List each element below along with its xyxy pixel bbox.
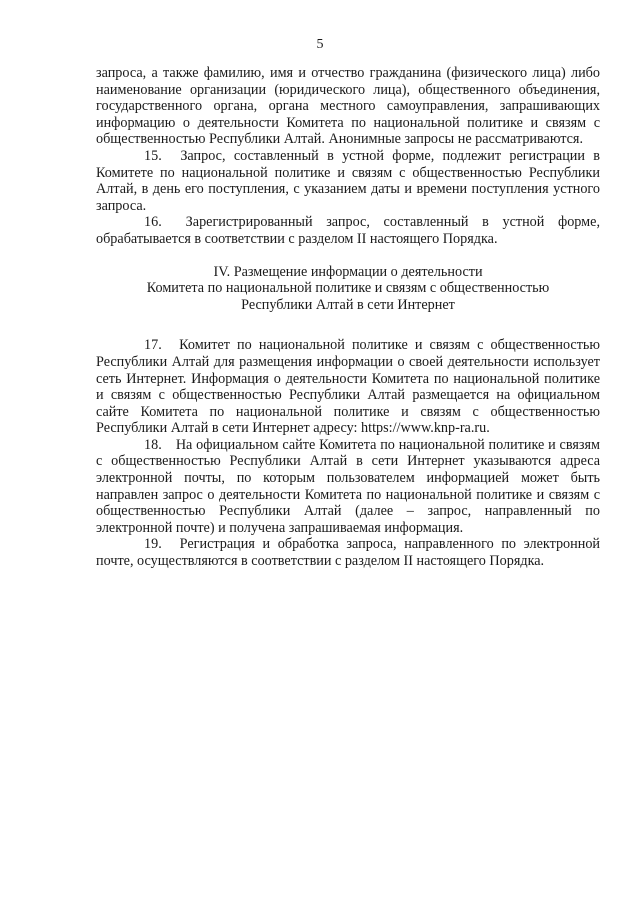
paragraph-number: 15. xyxy=(144,147,162,164)
paragraph-number: 19. xyxy=(144,536,162,553)
section-heading-line-3: Республики Алтай в сети Интернет xyxy=(241,296,455,313)
paragraph-18 xyxy=(96,437,600,537)
section-heading xyxy=(96,264,600,314)
paragraph-15 xyxy=(96,148,600,214)
paragraph-number: 18. xyxy=(144,436,162,453)
paragraph-number: 17. xyxy=(144,337,162,354)
paragraph-text: Комитет по национальной политике и связям с общественностью Республики Алтай для размещения информации о своей деятельности использует сеть Интернет. Информация о деятельности Комитета по национальной политике и связям с общественностью Республики Алтай размещается на официальном сайте Комитета по национальной политике и связям с общественностью Республики Алтай в сети Интернет адресу: https://www.knp-ra.ru. xyxy=(96,337,600,437)
paragraph-text: На официальном сайте Комитета по национальной политике и связям с общественностью Республики Алтай в сети Интернет указываются адреса электронной почты, по которым пользователем информацией может быть направлен запрос о деятельности Комитета по национальной политике и связям с общественностью Республики Алтай (далее – запрос, направленный по электронной почте) и получена запрашиваемая информация. xyxy=(96,436,600,536)
paragraph-17 xyxy=(96,337,600,437)
section-heading-line-2: Комитета по национальной политике и связям с общественностью xyxy=(146,280,550,297)
paragraph-text: Запрос, составленный в устной форме, подлежит регистрации в Комитете по национальной политике и связям с общественностью Республики Алтай, в день его поступления, с указанием даты и времени поступления устного запроса. xyxy=(96,147,600,214)
paragraph-continuation xyxy=(96,65,600,148)
spacer xyxy=(96,329,600,337)
paragraph-number: 16. xyxy=(144,214,162,231)
paragraph-text: запроса, а также фамилию, имя и отчество гражданина (физического лица) либо наименование организации (юридического лица), общественного объединения, государственного органа, органа местного самоуправления, запрашивающих информацию о деятельности Комитета по национальной политике и связям с общественностью Республики Алтай. Анонимные запросы не рассматриваются. xyxy=(96,65,600,148)
page-number: 5 xyxy=(316,37,324,52)
paragraph-text: Регистрация и обработка запроса, направленного по электронной почте, осуществляются в соответствии с разделом II настоящего Порядка. xyxy=(96,536,601,570)
paragraph-text: Зарегистрированный запрос, составленный в устной форме, обрабатывается в соответствии с разделом II настоящего Порядка. xyxy=(96,214,601,247)
paragraph-16 xyxy=(96,214,600,247)
document-body xyxy=(96,65,600,570)
section-heading-line-1: IV. Размещение информации о деятельности xyxy=(213,263,483,280)
paragraph-19 xyxy=(96,536,600,569)
